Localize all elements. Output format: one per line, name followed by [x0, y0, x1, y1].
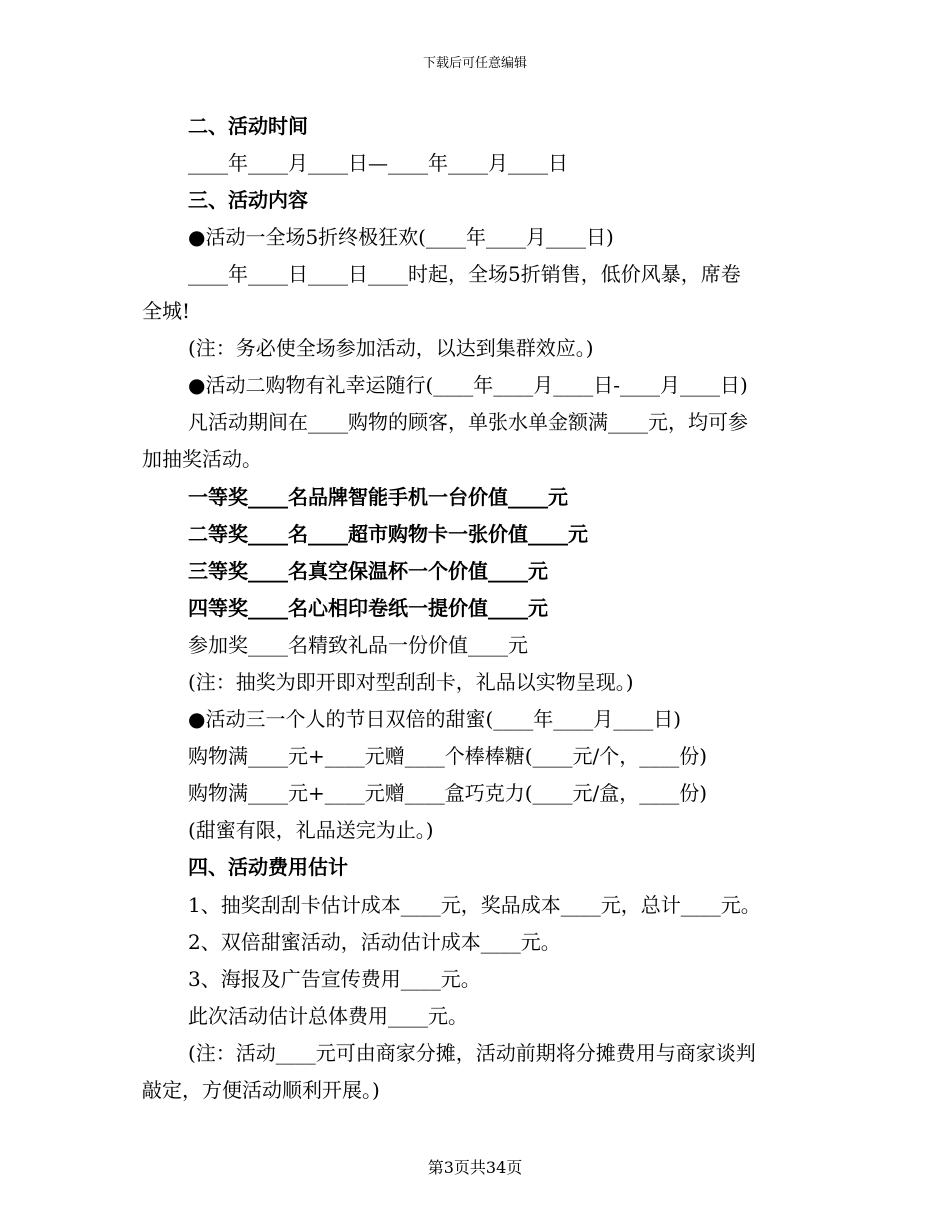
- page-header: 下载后可任意编辑: [422, 56, 527, 71]
- cost-total: 此次活动估计总体费用____元。: [188, 1004, 468, 1028]
- note: (注：活动____元可由商家分摊，活动前期将分摊费用与商家谈判: [188, 1041, 756, 1065]
- prize-first: 一等奖____名品牌智能手机一台价值____元: [188, 485, 568, 509]
- section-heading-time: 二、活动时间: [188, 114, 308, 138]
- paragraph: 购物满____元+____元赠____个棒棒糖(____元/个，____份): [188, 744, 708, 768]
- note: (甜蜜有限，礼品送完为止。): [188, 818, 434, 842]
- section-heading-cost: 四、活动费用估计: [188, 855, 348, 879]
- cost-item-1: 1、抽奖刮刮卡估计成本____元，奖品成本____元，总计____元。: [188, 893, 761, 917]
- prize-third: 三等奖____名真空保温杯一个价值____元: [188, 559, 548, 583]
- prize-second: 二等奖____名____超市购物卡一张价值____元: [188, 522, 588, 546]
- prize-fourth: 四等奖____名心相印卷纸一提价值____元: [188, 596, 548, 620]
- note: (注：抽奖为即开即对型刮刮卡，礼品以实物呈现。): [188, 670, 634, 694]
- paragraph: 凡活动期间在____购物的顾客，单张水单金额满____元，均可参: [188, 410, 748, 434]
- paragraph: ____年____月____日—____年____月____日: [188, 151, 568, 175]
- cost-item-2: 2、双倍甜蜜活动，活动估计成本____元。: [188, 930, 561, 954]
- note: (注：务必使全场参加活动，以达到集群效应。): [188, 336, 594, 360]
- activity-one-title: ●活动一全场5折终极狂欢(____年____月____日): [188, 225, 614, 249]
- paragraph: ____年____日____日____时起，全场5折销售，低价风暴，席卷: [188, 262, 741, 286]
- prize-participation: 参加奖____名精致礼品一份价值____元: [188, 633, 528, 657]
- page-footer: 第3页共34页: [427, 1158, 523, 1177]
- note-continuation: 敲定，方便活动顺利开展。): [142, 1078, 380, 1102]
- paragraph-continuation: 加抽奖活动。: [142, 447, 262, 471]
- paragraph-continuation: 全城!: [142, 299, 191, 323]
- cost-item-3: 3、海报及广告宣传费用____元。: [188, 967, 481, 991]
- section-heading-content: 三、活动内容: [188, 188, 308, 212]
- activity-two-title: ●活动二购物有礼幸运随行(____年____月____日-____月____日): [188, 373, 748, 397]
- paragraph: 购物满____元+____元赠____盒巧克力(____元/盒，____份): [188, 781, 708, 805]
- activity-three-title: ●活动三一个人的节日双倍的甜蜜(____年____月____日): [188, 707, 682, 731]
